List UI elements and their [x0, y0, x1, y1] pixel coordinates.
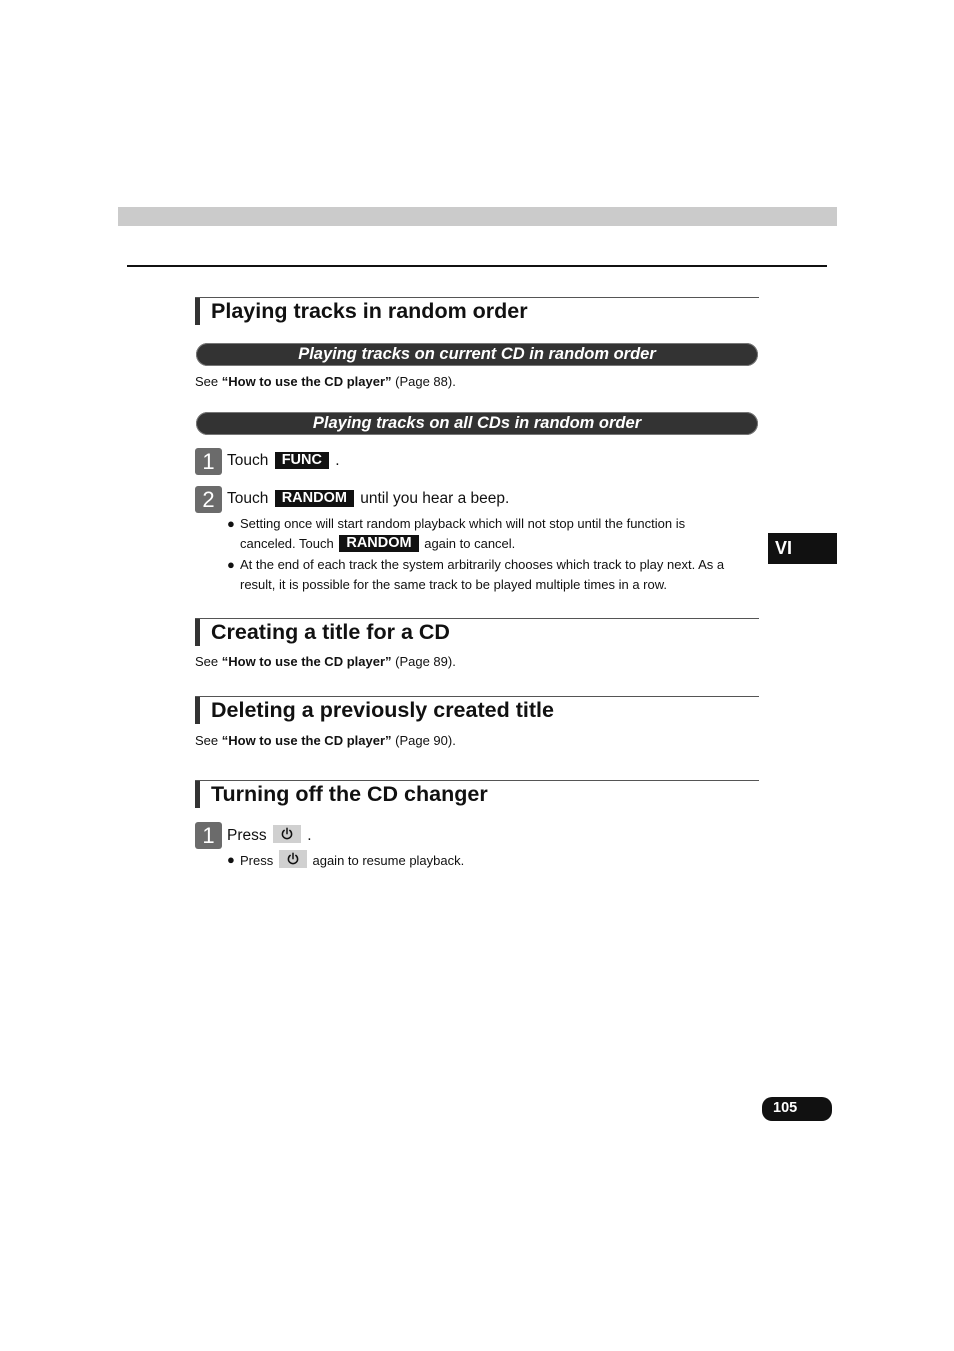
step-suffix: until you hear a beep.	[360, 490, 510, 507]
func-button[interactable]: FUNC	[275, 452, 329, 469]
header-band	[118, 207, 837, 226]
see-reference	[195, 374, 456, 390]
section-title: Creating a title for a CD	[211, 620, 450, 644]
section-heading-create-title	[195, 618, 759, 647]
note-line: At the end of each track the system arbitrarily chooses which track to play next. As a	[240, 557, 725, 572]
see-reference	[195, 733, 456, 749]
subsection-all-cds: Playing tracks on all CDs in random order	[196, 412, 758, 435]
step-suffix: .	[335, 452, 340, 469]
see-page: (Page 90).	[391, 733, 456, 748]
header-rule	[127, 265, 827, 267]
heading-bar	[195, 619, 200, 646]
step-number: 1	[195, 448, 222, 475]
note-item	[227, 555, 757, 595]
note-line	[240, 534, 757, 554]
power-button[interactable]	[273, 825, 301, 843]
see-prefix: See	[195, 654, 222, 669]
chapter-tab: VI	[768, 533, 837, 564]
section-title: Deleting a previously created title	[211, 698, 554, 722]
power-icon	[286, 852, 300, 866]
section-heading-random	[195, 297, 759, 326]
bullet-dot: ●	[227, 516, 235, 531]
note-item	[227, 514, 757, 554]
see-page: (Page 88).	[391, 374, 456, 389]
see-prefix: See	[195, 733, 222, 748]
see-link: “How to use the CD player”	[221, 654, 392, 669]
see-link: “How to use the CD player”	[221, 733, 392, 748]
section-title: Turning off the CD changer	[211, 782, 488, 806]
note-text: canceled. Touch	[240, 536, 334, 551]
heading-bar	[195, 697, 200, 724]
see-prefix: See	[195, 374, 222, 389]
page-number: 105	[762, 1097, 832, 1121]
note-item	[227, 850, 757, 871]
note-text: Press	[240, 853, 274, 868]
bullet-dot: ●	[227, 852, 235, 867]
random-button[interactable]: RANDOM	[339, 535, 418, 552]
note-line: result, it is possible for the same track to be played multiple times in a row.	[240, 577, 668, 592]
heading-bar	[195, 298, 200, 325]
see-link: “How to use the CD player”	[221, 374, 392, 389]
step-verb: Touch	[227, 452, 269, 469]
note-text: again to resume playback.	[312, 853, 465, 868]
note-line: Setting once will start random playback which will not stop until the function is	[240, 516, 686, 531]
random-button[interactable]: RANDOM	[275, 490, 354, 507]
step-instruction	[227, 825, 312, 846]
step-number: 2	[195, 486, 222, 513]
step-instruction	[227, 489, 509, 509]
step-number: 1	[195, 822, 222, 849]
subsection-current-cd: Playing tracks on current CD in random order	[196, 343, 758, 366]
step-suffix: .	[307, 827, 312, 844]
bullet-dot: ●	[227, 557, 235, 572]
note-text: again to cancel.	[424, 536, 516, 551]
power-icon	[280, 827, 294, 841]
section-heading-turn-off	[195, 780, 759, 809]
heading-bar	[195, 781, 200, 808]
step-instruction	[227, 451, 340, 471]
see-page: (Page 89).	[391, 654, 456, 669]
power-button[interactable]	[279, 850, 307, 868]
step-verb: Touch	[227, 490, 269, 507]
step-verb: Press	[227, 827, 267, 844]
section-heading-delete-title	[195, 696, 759, 725]
section-title: Playing tracks in random order	[211, 299, 528, 323]
see-reference	[195, 654, 456, 670]
